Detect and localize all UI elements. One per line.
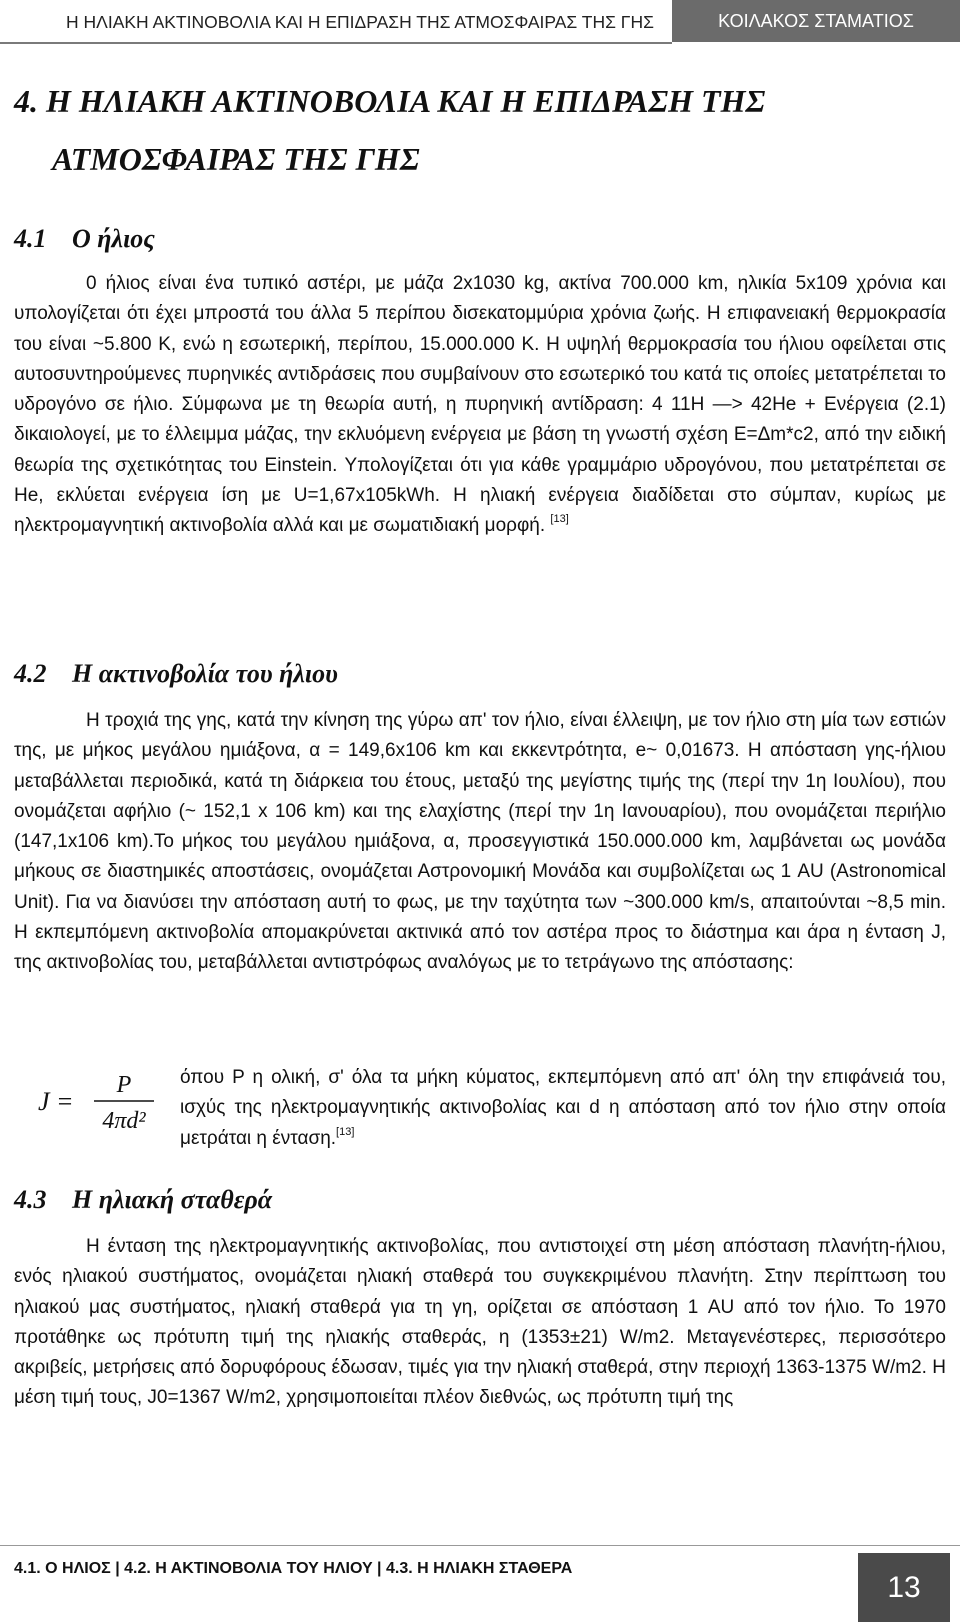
section-4-2-body [14, 706, 946, 979]
section-heading-4-2 [14, 657, 944, 691]
chapter-title-line2: ΑΤΜΟΣΦΑΙΡΑΣ ΤΗΣ ΓΗΣ [52, 141, 420, 177]
footer-breadcrumb: 4.1. Ο ΗΛΙΟΣ | 4.2. Η ΑΚΤΙΝΟΒΟΛΙΑ ΤΟΥ ΗΛΙΟΥ | 4.3. Η ΗΛΙΑΚΗ ΣΤΑΘΕΡΑ [14, 1560, 573, 1577]
citation-ref: [13] [550, 513, 569, 526]
section-number: 4.1 [14, 224, 47, 253]
formula-numerator: P [116, 1072, 132, 1098]
intensity-formula [36, 1068, 156, 1134]
paragraph-text: 0 ήλιος είναι ένα τυπικό αστέρι, με μάζα 2x1030 kg, ακτίνα 700.000 km, ηλικία 5x109 χρόνια και υπολογίζεται ότι έχει μπροστά του άλλα 5 περίπου δισεκατομμύρια χρόνια ζωής. Η επιφανειακή θερμοκρασία του είναι ~5.800 Κ, ενώ η εσωτερική, περίπου, 15.000.000 Κ. Η υψηλή θερμοκρασία του ήλιου οφείλεται στις αυτοσυντηρούμενες πυρηνικές αντιδράσεις που συμβαίνουν στο εσωτερικό του κατά τις οποίες μετατρέπεται το υδρογόνο σε ήλιο. Σύμφωνα με τη θεωρία αυτή, η πυρηνική αντίδραση: 4 11Η —> 42He + Ενέργεια (2.1) δικαιολογεί, με το έλλειμμα μάζας, την εκλυόμενη ενέργεια με βάση τη γνωστή σχέση Ε=Δm*c2, από την ειδική θεωρία της σχετικότητας του Einstein. Υπολογίζεται ότι για κάθε γραμμάριο υδρογόνου, που μετατρέπεται σε He, εκλύεται ενέργεια ίση με U=1,67x105kWh. Η ηλιακή ενέργεια διαδίδεται στο σύμπαν, κυρίως με ηλεκτρομαγνητική ακτινοβολία αλλά και με σωματιδιακή μορφή. [14, 273, 946, 537]
running-header-author: ΚΟΙΛΑΚΟΣ ΣΤΑΜΑΤΙΟΣ [672, 0, 960, 42]
formula-lhs: J = [38, 1087, 74, 1116]
paragraph-text: Η ένταση της ηλεκτρομαγνητικής ακτινοβολίας, που αντιστοιχεί στη μέση απόσταση πλανήτη-ήλιου, ενός ηλιακού συστήματος, ονομάζεται ηλιακή σταθερά του συγκεκριμένου πλανήτη. Στην περίπτωση του ηλιακού μας συστήματος, ηλιακή σταθερά για τη γη, ορίζεται σε απόσταση 1 AU από τον ήλιο. Το 1970 προτάθηκε ως πρότυπη τιμή της ηλιακής σταθεράς, η (1353±21) W/m2. Μεταγενέστερες, περισσότερο ακριβείς, μετρήσεις από δορυφόρους έδωσαν, τιμές για την ηλιακή σταθερά, στην περιοχή 1363-1375 W/m2. Η μέση τιμή τους, J0=1367 W/m2, χρησιμοποιείται πλέον διεθνώς, ως πρότυπη τιμή της [14, 1236, 946, 1409]
section-title: Ο ήλιος [72, 224, 155, 253]
header-divider [0, 42, 672, 44]
formula-explanation [180, 1063, 946, 1154]
chapter-title-line1: 4. Η ΗΛΙΑΚΗ ΑΚΤΙΝΟΒΟΛΙΑ ΚΑΙ Η ΕΠΙΔΡΑΣΗ ΤΗΣ [14, 83, 766, 119]
page-number: 13 [858, 1553, 950, 1622]
section-heading-4-1 [14, 222, 944, 256]
section-number: 4.3 [14, 1185, 47, 1214]
footer-divider [0, 1545, 960, 1546]
formula-explanation-text: όπου P η ολική, σ' όλα τα μήκη κύματος, εκπεμπόμενη από απ' όλη την επιφάνειά του, ισχύς της ηλεκτρομαγνητικής ακτινοβολίας και d η απόσταση από τον ήλιο στην οποία μετράται η ένταση. [180, 1067, 946, 1149]
chapter-title [14, 72, 944, 188]
formula-denominator: 4πd² [102, 1108, 146, 1134]
section-4-1-body [14, 269, 946, 542]
section-title: Η ηλιακή σταθερά [72, 1185, 273, 1214]
section-4-3-body [14, 1232, 946, 1414]
section-title: Η ακτινοβολία του ήλιου [72, 659, 338, 688]
section-heading-4-3 [14, 1183, 944, 1217]
paragraph-text: Η τροχιά της γης, κατά την κίνηση της γύρω απ' τον ήλιο, είναι έλλειψη, με τον ήλιο στη μία των εστιών της, με μήκος μεγάλου ημιάξονα, α = 149,6x106 km και εκκεντρότητα, e~ 0,01673. Η απόσταση γης-ήλιου μεταβάλλεται περιοδικά, κατά τη διάρκεια του έτους, μεταξύ της μεγίστης τιμής της (περί την 1η Ιουλίου), που ονομάζεται αφήλιο (~ 152,1 x 106 km) και της ελαχίστης (περί την 1η Ιανουαρίου), που ονομάζεται περιήλιο (147,1x106 km).Το μήκος του μεγάλου ημιάξονα, α, προσεγγιστικά 150.000.000 km, λαμβάνεται ως μονάδα μήκους σε διαστημικές αποστάσεις, ονομάζεται Αστρονομική Μονάδα και συμβολίζεται ως 1 AU (Astronomical Unit). Για να διανύσει την απόσταση αυτή το φως, με την ταχύτητα των ~300.000 km/s, απαιτούνται ~8,5 min. Η εκπεμπόμενη ακτινοβολία απομακρύνεται ακτινικά από τον αστέρα προς το διάστημα και άρα η ένταση J, της ακτινοβολίας του, μεταβάλλεται αντιστρόφως αναλόγως με το τετράγωνο της απόστασης: [14, 710, 946, 974]
running-header-title: Η ΗΛΙΑΚΗ ΑΚΤΙΝΟΒΟΛΙΑ ΚΑΙ Η ΕΠΙΔΡΑΣΗ ΤΗΣ ΑΤΜΟΣΦΑΙΡΑΣ ΤΗΣ ΓΗΣ [66, 12, 654, 32]
citation-ref: [13] [336, 1125, 355, 1138]
section-number: 4.2 [14, 659, 47, 688]
